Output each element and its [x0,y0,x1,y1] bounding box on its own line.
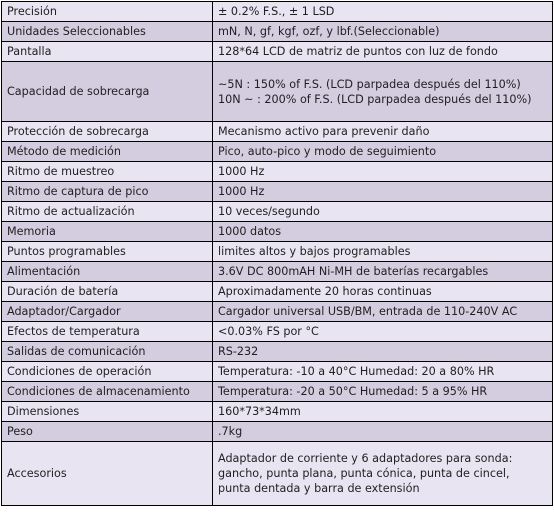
spec-row-accessories [2,442,553,506]
spec-value: 1000 datos [213,222,553,242]
spec-label: Condiciones de almacenamiento [2,382,213,402]
spec-label: Peso [2,422,213,442]
spec-row-units [2,22,553,42]
spec-row-sampling-rate [2,162,553,182]
spec-row-dimensions [2,402,553,422]
spec-label: Efectos de temperatura [2,322,213,342]
spec-row-programmable-points [2,242,553,262]
spec-value: 160*73*34mm [213,402,553,422]
spec-row-precision [2,2,553,22]
spec-value: mN, N, gf, kgf, ozf, y lbf.(Seleccionable) [213,22,553,42]
spec-label: Salidas de comunicación [2,342,213,362]
spec-value: 10 veces/segundo [213,202,553,222]
spec-value-line: punta dentada y barra de extensión [218,482,420,495]
spec-value-line: Adaptador de corriente y 6 adaptadores para sonda: [218,452,513,465]
spec-label: Duración de batería [2,282,213,302]
spec-label: Adaptador/Cargador [2,302,213,322]
spec-label: Memoria [2,222,213,242]
spec-value: Cargador universal USB/BM, entrada de 110-240V AC [213,302,553,322]
spec-row-storage-conditions [2,382,553,402]
spec-label: Ritmo de muestreo [2,162,213,182]
spec-label: Ritmo de actualización [2,202,213,222]
spec-value-line: gancho, punta plana, punta cónica, punta de cincel, [218,467,510,480]
spec-row-power [2,262,553,282]
spec-value [213,62,553,122]
spec-value: RS-232 [213,342,553,362]
spec-label: Capacidad de sobrecarga [2,62,213,122]
spec-value: 3.6V DC 800mAH Ni-MH de baterías recargables [213,262,553,282]
spec-row-temperature-effects [2,322,553,342]
spec-label: Precisión [2,2,213,22]
spec-table [1,1,553,506]
spec-value-line: 10N ~ : 200% of F.S. (LCD parpadea después del 110%) [218,92,532,106]
spec-row-memory [2,222,553,242]
spec-label: Método de medición [2,142,213,162]
spec-label: Ritmo de captura de pico [2,182,213,202]
spec-row-overload-capacity [2,62,553,122]
spec-row-communication-outputs [2,342,553,362]
spec-value: ± 0.2% F.S., ± 1 LSD [213,2,553,22]
spec-row-display [2,42,553,62]
spec-label: Protección de sobrecarga [2,122,213,142]
spec-label: Condiciones de operación [2,362,213,382]
spec-label: Pantalla [2,42,213,62]
spec-value: Pico, auto-pico y modo de seguimiento [213,142,553,162]
spec-row-update-rate [2,202,553,222]
spec-value: limites altos y bajos programables [213,242,553,262]
spec-value: Aproximadamente 20 horas continuas [213,282,553,302]
spec-value: .7kg [213,422,553,442]
spec-value: Mecanismo activo para prevenir daño [213,122,553,142]
spec-row-overload-protection [2,122,553,142]
spec-value: 1000 Hz [213,182,553,202]
spec-value: 128*64 LCD de matriz de puntos con luz de fondo [213,42,553,62]
spec-row-operating-conditions [2,362,553,382]
spec-value-line: ~5N : 150% of F.S. (LCD parpadea después del 110%) [218,77,521,91]
spec-value: <0.03% FS por °C [213,322,553,342]
spec-row-weight [2,422,553,442]
spec-label: Accesorios [2,442,213,506]
spec-row-battery-life [2,282,553,302]
spec-row-measurement-method [2,142,553,162]
spec-label: Puntos programables [2,242,213,262]
spec-label: Unidades Seleccionables [2,22,213,42]
spec-value: Temperatura: -10 a 40°C Humedad: 20 a 80% HR [213,362,553,382]
spec-value: 1000 Hz [213,162,553,182]
spec-value: Temperatura: -20 a 50°C Humedad: 5 a 95% HR [213,382,553,402]
spec-row-peak-capture-rate [2,182,553,202]
spec-row-adapter-charger [2,302,553,322]
spec-value [213,442,553,506]
spec-label: Alimentación [2,262,213,282]
spec-label: Dimensiones [2,402,213,422]
